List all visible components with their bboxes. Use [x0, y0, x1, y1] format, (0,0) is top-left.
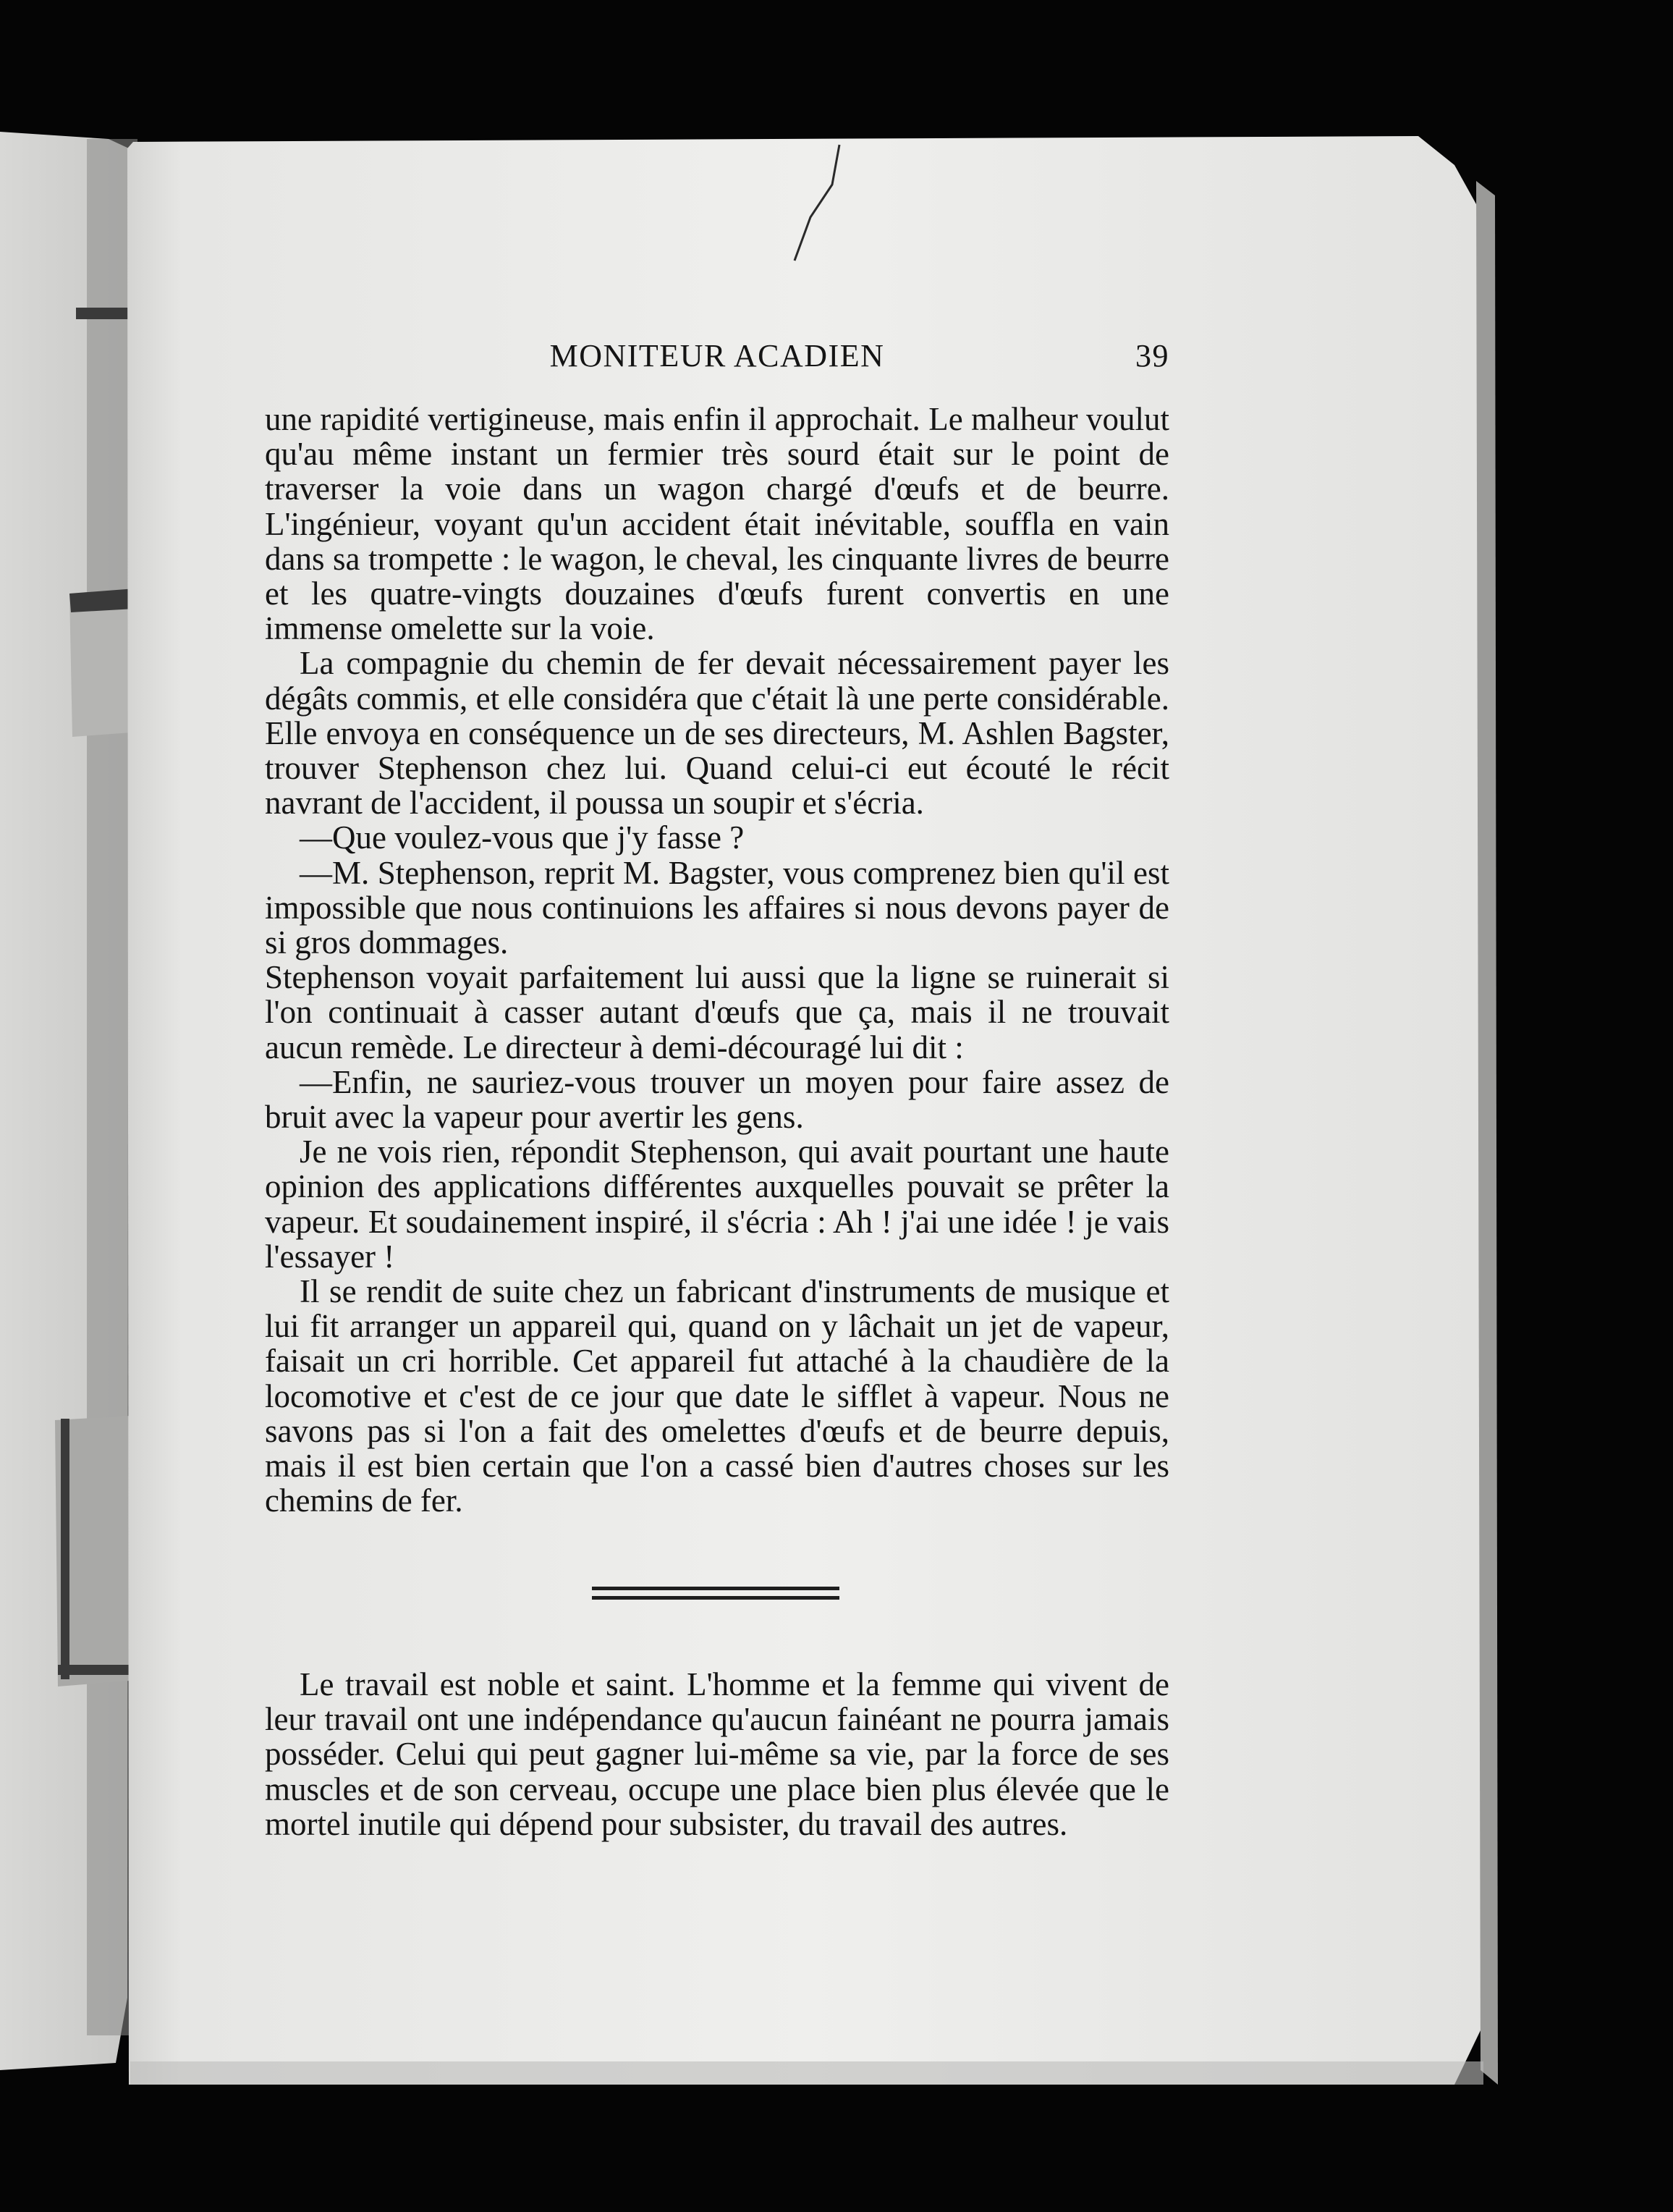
paragraph: La compagnie du chemin de fer devait nécessairement payer les dégâts commis, et elle considéra que c'était là une perte considérable. Elle envoya en conséquence un de ses directeurs, M. Ashlen Bagster, trouver Stephenson chez lui. Quand celui-ci eut écouté le récit navrant de l'accident, il poussa un soupir et s'écria. — [265, 645, 1169, 822]
divider-line — [592, 1596, 839, 1600]
page-number: 39 — [1135, 338, 1169, 373]
bottom-shadow — [130, 2061, 1483, 2085]
paragraph: —Enfin, ne sauriez-vous trouver un moyen pour faire assez de bruit avec la vapeur pour avertir les gens. — [265, 1063, 1169, 1136]
article-body — [265, 402, 1169, 1519]
maxim-block — [265, 1667, 1169, 1841]
paragraph: Je ne vois rien, répondit Stephenson, qui avait pourtant une haute opinion des applications différentes auxquelles pouvait se prêter la vapeur. Et soudainement inspiré, il s'écria : Ah ! j'ai une idée ! je vais l'essayer ! — [265, 1134, 1169, 1275]
paragraph: —Que voulez-vous que j'y fasse ? — [300, 819, 745, 856]
maxim-paragraph: Le travail est noble et saint. L'homme et la femme qui vivent de leur travail ont une indépendance qu'aucun fainéant ne pourra jamais posséder. Celui qui peut gagner lui-même sa vie, par la force de ses muscles et de son cerveau, occupe une place bien plus élevée que le mortel inutile qui dépend pour subsister, du travail des autres. — [265, 1666, 1169, 1842]
divider-line — [592, 1587, 839, 1590]
running-head — [265, 337, 1169, 374]
paragraph: une rapidité vertigineuse, mais enfin il approchait. Le malheur voulut qu'au même instant un fermier très sourd était sur le point de traverser la voie dans un wagon chargé d'œufs et de beurre. L'ingénieur, voyant qu'un accident était inévitable, souffla en vain dans sa trompette : le wagon, le cheval, les cinquante livres de beurre et les quatre-vingts douzaines d'œufs furent convertis en une immense omelette sur la voie. — [265, 401, 1169, 647]
section-divider — [592, 1587, 839, 1601]
paragraph: —M. Stephenson, reprit M. Bagster, vous comprenez bien qu'il est impossible que nous continuions les affaires si nous devons payer de si gros dommages. — [265, 854, 1169, 961]
paragraph: Stephenson voyait parfaitement lui aussi que la ligne se ruinerait si l'on continuait à casser autant d'œufs que ça, mais il ne trouvait aucun remède. Le directeur à demi-découragé lui dit : — [265, 959, 1169, 1065]
paragraph: Il se rendit de suite chez un fabricant d'instruments de musique et lui fit arranger un appareil qui, quand on y lâchait un jet de vapeur, faisait un cri horrible. Cet appareil fut attaché à la chaudière de la locomotive et c'est de ce jour que date le sifflet à vapeur. Nous ne savons pas si l'on a fait des omelettes d'œufs et de beurre depuis, mais il est bien certain que l'on a cassé bien d'autres choses sur les chemins de fer. — [265, 1273, 1169, 1519]
running-head-title: MONITEUR ACADIEN — [549, 338, 885, 373]
